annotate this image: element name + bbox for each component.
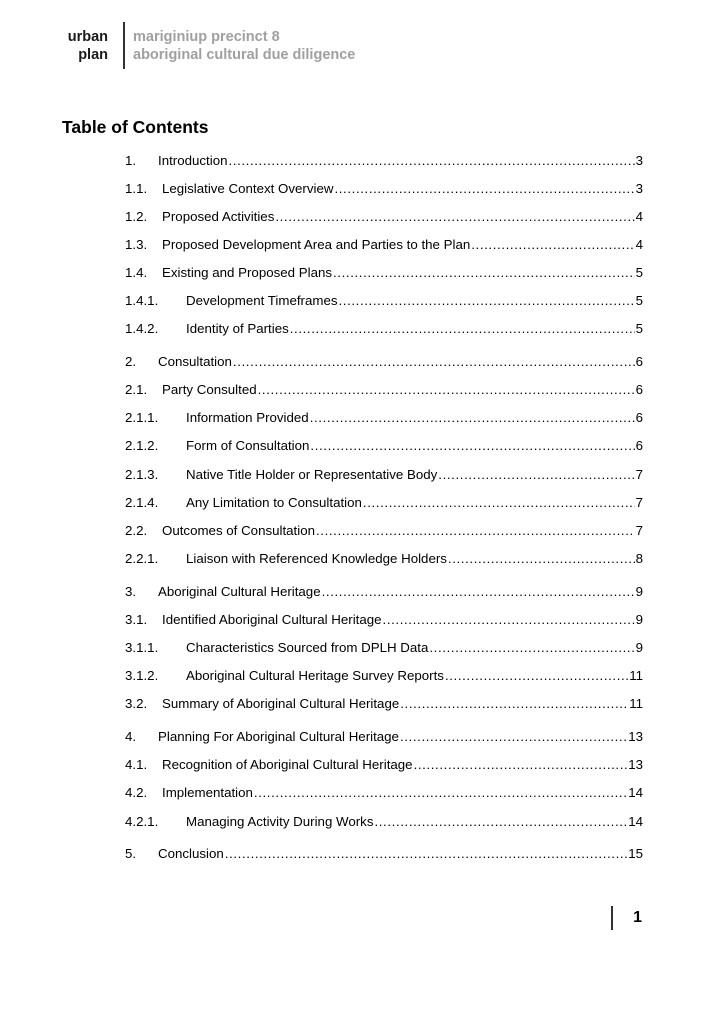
toc-entry[interactable] xyxy=(125,180,643,198)
toc-dot-leader xyxy=(333,264,635,282)
toc-entry[interactable] xyxy=(125,292,643,310)
toc-entry-title: Information Provided xyxy=(186,410,309,425)
toc-dot-leader xyxy=(225,845,627,863)
toc-entry-number: 4.1. xyxy=(125,757,148,772)
toc-entry-number: 2.1.1. xyxy=(125,410,159,425)
toc-entry-page: 14 xyxy=(628,814,643,829)
toc-entry-title: Identity of Parties xyxy=(186,321,289,336)
toc-entry-title: Any Limitation to Consultation xyxy=(186,495,362,510)
toc-entry-page: 7 xyxy=(635,523,643,538)
toc-dot-leader xyxy=(310,409,635,427)
toc-entry-title: Characteristics Sourced from DPLH Data xyxy=(186,640,429,655)
toc-entry-title: Managing Activity During Works xyxy=(186,814,374,829)
toc-entry-number: 4. xyxy=(125,729,137,744)
toc-entry[interactable] xyxy=(125,152,643,170)
toc-entry-title: Summary of Aboriginal Cultural Heritage xyxy=(162,696,400,711)
toc-entry-number: 2.2.1. xyxy=(125,551,159,566)
toc-dot-leader xyxy=(228,152,634,170)
toc-entry-page: 11 xyxy=(629,668,643,683)
toc-entry[interactable] xyxy=(125,756,643,774)
toc-entry-page: 8 xyxy=(635,551,643,566)
toc-entry-page: 4 xyxy=(635,237,643,252)
toc-entry-page: 15 xyxy=(628,846,643,861)
toc-entry-title: Consultation xyxy=(158,354,232,369)
toc-entry-title: Form of Consultation xyxy=(186,438,310,453)
toc-entry-title: Liaison with Referenced Knowledge Holders xyxy=(186,551,447,566)
toc-dot-leader xyxy=(429,639,634,657)
toc-entry-number: 1.4.2. xyxy=(125,321,159,336)
toc-entry[interactable] xyxy=(125,208,643,226)
toc-entry-page: 4 xyxy=(635,209,643,224)
page-number: 1 xyxy=(633,909,642,926)
toc-entry-number: 3.1. xyxy=(125,612,148,627)
toc-entry-number: 3.2. xyxy=(125,696,148,711)
document-title-line-1: mariginiup precinct 8 xyxy=(133,29,280,45)
toc-dot-leader xyxy=(316,522,635,540)
toc-dot-leader xyxy=(310,437,634,455)
brand-line-2: plan xyxy=(78,47,108,63)
toc-entry-number: 3.1.2. xyxy=(125,668,159,683)
toc-entry-number: 2.1.4. xyxy=(125,495,159,510)
footer-divider xyxy=(611,906,613,930)
toc-entry-page: 11 xyxy=(629,696,643,711)
toc-dot-leader xyxy=(448,550,635,568)
toc-entry-number: 1. xyxy=(125,153,137,168)
toc-entry-title: Outcomes of Consultation xyxy=(162,523,315,538)
toc-entry[interactable] xyxy=(125,667,643,685)
toc-entry-page: 13 xyxy=(628,757,643,772)
toc-dot-leader xyxy=(400,695,628,713)
toc-dot-leader xyxy=(258,381,635,399)
toc-dot-leader xyxy=(275,208,634,226)
document-title xyxy=(133,28,355,64)
toc-entry-title: Proposed Development Area and Parties to the Plan xyxy=(162,237,471,252)
toc-entry-page: 6 xyxy=(635,354,643,369)
toc-entry-number: 1.1. xyxy=(125,181,148,196)
toc-entry[interactable] xyxy=(125,728,643,746)
toc-entry-page: 9 xyxy=(635,584,643,599)
brand-logo xyxy=(40,28,108,64)
toc-entry-number: 2.1.3. xyxy=(125,467,159,482)
toc-dot-leader xyxy=(233,353,635,371)
toc-dot-leader xyxy=(438,466,634,484)
toc-entry[interactable] xyxy=(125,466,643,484)
page-header xyxy=(0,22,705,70)
brand-line-1: urban xyxy=(67,29,108,45)
toc-entry-number: 5. xyxy=(125,846,137,861)
toc-entry-title: Party Consulted xyxy=(162,382,257,397)
toc-entry-page: 5 xyxy=(635,321,643,336)
toc-entry-number: 2.2. xyxy=(125,523,148,538)
toc-entry-page: 6 xyxy=(635,382,643,397)
toc-entry[interactable] xyxy=(125,639,643,657)
toc-entry-title: Recognition of Aboriginal Cultural Heritage xyxy=(162,757,413,772)
toc-entry[interactable] xyxy=(125,437,643,455)
toc-dot-leader xyxy=(290,320,635,338)
toc-entry-title: Aboriginal Cultural Heritage xyxy=(158,584,321,599)
toc-heading: Table of Contents xyxy=(62,117,209,137)
toc-entry-number: 2.1.2. xyxy=(125,438,159,453)
toc-dot-leader xyxy=(445,667,628,685)
toc-entry-number: 3. xyxy=(125,584,137,599)
toc-entry[interactable] xyxy=(125,813,643,831)
toc-entry-number: 1.2. xyxy=(125,209,148,224)
toc-entry[interactable] xyxy=(125,409,643,427)
toc-entry-title: Existing and Proposed Plans xyxy=(162,265,333,280)
toc-dot-leader xyxy=(363,494,635,512)
toc-entry-page: 3 xyxy=(635,153,643,168)
toc-entry-title: Proposed Activities xyxy=(162,209,275,224)
toc-entry-page: 5 xyxy=(635,265,643,280)
toc-entry[interactable] xyxy=(125,236,643,254)
toc-entry-page: 6 xyxy=(635,438,643,453)
document-title-line-2: aboriginal cultural due diligence xyxy=(133,47,356,63)
toc-entry-page: 5 xyxy=(635,293,643,308)
toc-entry-number: 4.2. xyxy=(125,785,148,800)
toc-entry-page: 7 xyxy=(635,495,643,510)
toc-entry-page: 3 xyxy=(635,181,643,196)
toc-entry-number: 1.4. xyxy=(125,265,148,280)
toc-entry-number: 3.1.1. xyxy=(125,640,159,655)
toc-entry-title: Introduction xyxy=(158,153,228,168)
toc-dot-leader xyxy=(322,583,635,601)
toc-entry-title: Planning For Aboriginal Cultural Heritage xyxy=(158,729,399,744)
toc-dot-leader xyxy=(400,728,627,746)
toc-entry-title: Conclusion xyxy=(158,846,224,861)
toc-entry-title: Identified Aboriginal Cultural Heritage xyxy=(162,612,382,627)
toc-entry[interactable] xyxy=(125,695,643,713)
toc-entry-page: 14 xyxy=(628,785,643,800)
toc-entry-number: 2.1. xyxy=(125,382,148,397)
toc-entry[interactable] xyxy=(125,494,643,512)
toc-entry[interactable] xyxy=(125,583,643,601)
toc-entry-page: 6 xyxy=(635,410,643,425)
toc-entry[interactable] xyxy=(125,320,643,338)
toc-entry-title: Legislative Context Overview xyxy=(162,181,334,196)
toc-entry-page: 9 xyxy=(635,640,643,655)
toc-entry-title: Aboriginal Cultural Heritage Survey Reports xyxy=(186,668,444,683)
toc-entry[interactable] xyxy=(125,550,643,568)
toc-dot-leader xyxy=(383,611,635,629)
toc-entry[interactable] xyxy=(125,611,643,629)
toc-entry-page: 7 xyxy=(635,467,643,482)
toc-entry-page: 13 xyxy=(628,729,643,744)
toc-entry-number: 1.4.1. xyxy=(125,293,159,308)
toc-entry-title: Development Timeframes xyxy=(186,293,338,308)
toc-entry-number: 4.2.1. xyxy=(125,814,159,829)
toc-entry-title: Implementation xyxy=(162,785,253,800)
toc-entry[interactable] xyxy=(125,353,643,371)
toc-dot-leader xyxy=(471,236,634,254)
toc-entry[interactable] xyxy=(125,264,643,282)
toc-entry-number: 2. xyxy=(125,354,137,369)
toc-dot-leader xyxy=(334,180,634,198)
toc-entry[interactable] xyxy=(125,522,643,540)
toc-dot-leader xyxy=(254,784,627,802)
toc-entry[interactable] xyxy=(125,845,643,863)
toc-entry[interactable] xyxy=(125,784,643,802)
toc-dot-leader xyxy=(339,292,635,310)
toc-entry-number: 1.3. xyxy=(125,237,148,252)
toc-entry[interactable] xyxy=(125,381,643,399)
toc-entry-page: 9 xyxy=(635,612,643,627)
header-divider xyxy=(123,22,125,69)
toc-dot-leader xyxy=(414,756,628,774)
toc-dot-leader xyxy=(374,813,627,831)
toc-entry-title: Native Title Holder or Representative Body xyxy=(186,467,438,482)
